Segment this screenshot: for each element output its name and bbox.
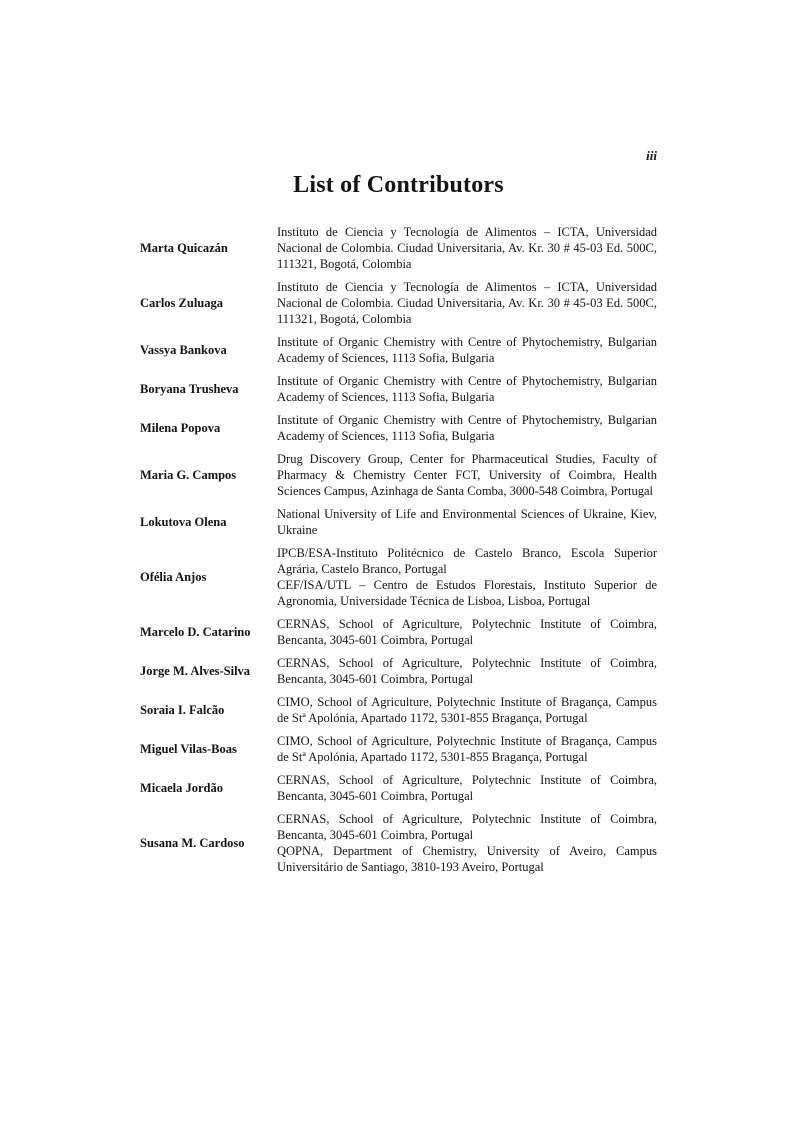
affiliation-paragraph: QOPNA, Department of Chemistry, University of Aveiro, Campus Universitário de Santiago, 3810-193 Aveiro, Portugal xyxy=(277,844,657,874)
contributor-affiliation xyxy=(277,545,657,609)
contributor-affiliation xyxy=(277,334,657,366)
contributor-name: Ofélia Anjos xyxy=(140,570,207,584)
contributor-row xyxy=(140,334,657,366)
affiliation-paragraph: CERNAS, School of Agriculture, Polytechnic Institute of Coimbra, Bencanta, 3045-601 Coimbra, Portugal xyxy=(277,656,657,686)
affiliation-paragraph: Drug Discovery Group, Center for Pharmaceutical Studies, Faculty of Pharmacy & Chemistry Center FCT, University of Coimbra, Health Sciences Campus, Azinhaga de Santa Comba, 3000-548 Coimbra, Portugal xyxy=(277,452,657,498)
affiliation-paragraph: IPCB/ESA-Instituto Politécnico de Castelo Branco, Escola Superior Agrária, Castelo Branco, Portugal xyxy=(277,546,657,576)
page-number: iii xyxy=(646,148,657,163)
contributor-name: Milena Popova xyxy=(140,421,221,435)
contributor-affiliation xyxy=(277,616,657,648)
contributor-affiliation xyxy=(277,373,657,405)
contributor-row xyxy=(140,373,657,405)
affiliation-paragraph: Instituto de Ciencia y Tecnología de Alimentos – ICTA, Universidad Nacional de Colombia. Ciudad Universitaria, Av. Kr. 30 # 45-03 Ed. 500C, 111321, Bogotá, Colombia xyxy=(277,225,657,271)
contributors-list xyxy=(140,224,657,882)
contributor-name: Boryana Trusheva xyxy=(140,382,239,396)
affiliation-paragraph: CIMO, School of Agriculture, Polytechnic Institute of Bragança, Campus de Stª Apolónia, Apartado 1172, 5301-855 Bragança, Portugal xyxy=(277,695,657,725)
contributor-name: Soraia I. Falcão xyxy=(140,703,225,717)
contributor-name: Micaela Jordão xyxy=(140,781,223,795)
contributor-name: Maria G. Campos xyxy=(140,468,237,482)
page-title: List of Contributors xyxy=(293,172,504,198)
contributor-row xyxy=(140,694,657,726)
contributor-row xyxy=(140,224,657,272)
contributor-row xyxy=(140,811,657,875)
affiliation-paragraph: CIMO, School of Agriculture, Polytechnic Institute of Bragança, Campus de Stª Apolónia, Apartado 1172, 5301-855 Bragança, Portugal xyxy=(277,734,657,764)
affiliation-paragraph: Institute of Organic Chemistry with Centre of Phytochemistry, Bulgarian Academy of Sciences, 1113 Sofia, Bulgaria xyxy=(277,413,657,443)
contributor-row xyxy=(140,506,657,538)
contributor-affiliation xyxy=(277,811,657,875)
contributor-row xyxy=(140,772,657,804)
contributor-name: Jorge M. Alves-Silva xyxy=(140,664,251,678)
contributor-row xyxy=(140,733,657,765)
contributor-name: Susana M. Cardoso xyxy=(140,836,245,850)
contributor-affiliation xyxy=(277,412,657,444)
contributor-row xyxy=(140,279,657,327)
affiliation-paragraph: Institute of Organic Chemistry with Centre of Phytochemistry, Bulgarian Academy of Sciences, 1113 Sofia, Bulgaria xyxy=(277,335,657,365)
contributor-name: Lokutova Olena xyxy=(140,515,227,529)
contributor-affiliation xyxy=(277,451,657,499)
affiliation-paragraph: CERNAS, School of Agriculture, Polytechnic Institute of Coimbra, Bencanta, 3045-601 Coimbra, Portugal xyxy=(277,617,657,647)
contributor-affiliation xyxy=(277,733,657,765)
contributor-name: Marcelo D. Catarino xyxy=(140,625,251,639)
affiliation-paragraph: CERNAS, School of Agriculture, Polytechnic Institute of Coimbra, Bencanta, 3045-601 Coimbra, Portugal xyxy=(277,812,657,842)
affiliation-paragraph: CERNAS, School of Agriculture, Polytechnic Institute of Coimbra, Bencanta, 3045-601 Coimbra, Portugal xyxy=(277,773,657,803)
contributor-affiliation xyxy=(277,224,657,272)
contributor-row xyxy=(140,451,657,499)
affiliation-paragraph: National University of Life and Environmental Sciences of Ukraine, Kiev, Ukraine xyxy=(277,507,657,537)
contributor-name: Marta Quicazán xyxy=(140,241,228,255)
affiliation-paragraph: Instituto de Ciencia y Tecnología de Alimentos – ICTA, Universidad Nacional de Colombia. Ciudad Universitaria, Av. Kr. 30 # 45-03 Ed. 500C, 111321, Bogotá, Colombia xyxy=(277,280,657,326)
affiliation-paragraph: Institute of Organic Chemistry with Centre of Phytochemistry, Bulgarian Academy of Sciences, 1113 Sofia, Bulgaria xyxy=(277,374,657,404)
contributor-name: Miguel Vilas-Boas xyxy=(140,742,237,756)
contributor-name: Vassya Bankova xyxy=(140,343,227,357)
contributor-affiliation xyxy=(277,772,657,804)
contributor-name: Carlos Zuluaga xyxy=(140,296,224,310)
contributor-row xyxy=(140,412,657,444)
contributor-row xyxy=(140,545,657,609)
affiliation-paragraph: CEF/ISA/UTL – Centro de Estudos Florestais, Instituto Superior de Agronomia, Universidade Técnica de Lisboa, Lisboa, Portugal xyxy=(277,578,657,608)
contributor-affiliation xyxy=(277,279,657,327)
contributor-affiliation xyxy=(277,694,657,726)
contributor-row xyxy=(140,616,657,648)
contributor-affiliation xyxy=(277,655,657,687)
contributor-affiliation xyxy=(277,506,657,538)
contributor-row xyxy=(140,655,657,687)
